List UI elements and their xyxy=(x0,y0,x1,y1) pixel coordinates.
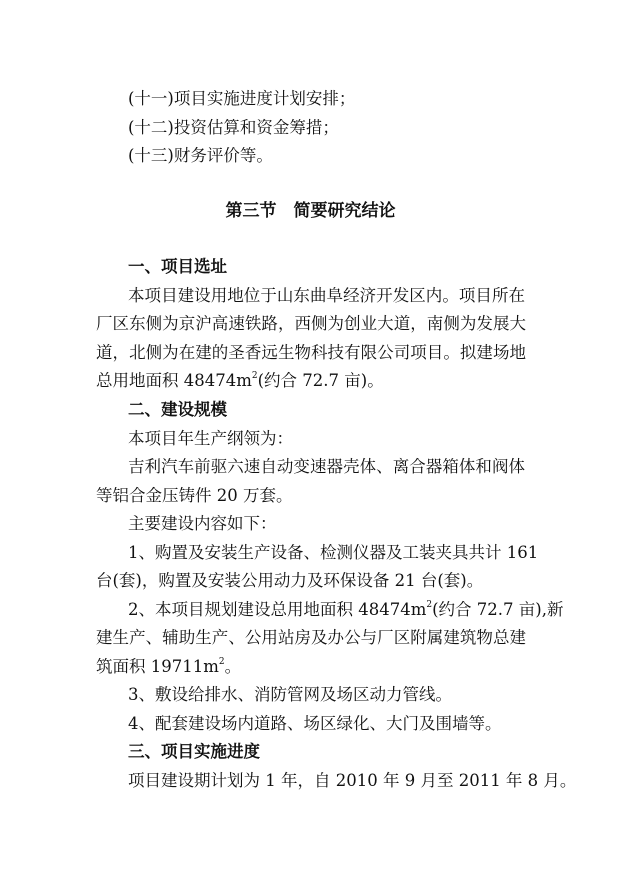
item-2-line xyxy=(96,655,241,679)
list-item-13: (十三)财务评价等。 xyxy=(128,146,273,165)
site-area-text: 总用地面积 48474m xyxy=(96,371,252,390)
scale-intro: 本项目年生产纲领为： xyxy=(128,429,293,448)
list-item-12: (十二)投资估算和资金筹措； xyxy=(128,118,339,137)
section-title: 第三节 简要研究结论 xyxy=(225,201,396,221)
scale-heading: 二、建设规模 xyxy=(128,400,227,419)
item-2-line xyxy=(128,598,564,622)
site-area-line xyxy=(96,369,384,393)
product-line: 吉利汽车前驱六速自动变速器壳体、离合器箱体和阀体 xyxy=(128,457,525,476)
superscript: 2 xyxy=(426,599,433,610)
product-line: 等铝合金压铸件 20 万套。 xyxy=(96,486,293,505)
site-paragraph-line: 本项目建设用地位于山东曲阜经济开发区内。项目所在 xyxy=(128,286,525,305)
item-2-line: 建生产、辅助生产、公用站房及办公与厂区附属建筑物总建 xyxy=(96,628,526,647)
site-paragraph-line: 道，北侧为在建的圣香远生物科技有限公司项目。拟建场地 xyxy=(96,343,526,362)
superscript: 2 xyxy=(218,656,225,667)
item-4: 4、配套建设场内道路、场区绿化、大门及围墙等。 xyxy=(128,714,502,733)
list-item-11: (十一)项目实施进度计划安排； xyxy=(128,89,356,108)
schedule-heading: 三、项目实施进度 xyxy=(128,742,260,761)
item-3: 3、敷设给排水、消防管网及场区动力管线。 xyxy=(128,685,452,704)
site-heading: 一、项目选址 xyxy=(128,257,227,276)
item-2-text: 筑面积 19711m xyxy=(96,657,219,676)
item-2-text: 。 xyxy=(224,657,242,676)
schedule-line: 项目建设期计划为 1 年，自 2010 年 9 月至 2011 年 8 月。 xyxy=(128,771,577,790)
item-1-line: 台(套)，购置及安装公用动力及环保设备 21 台(套)。 xyxy=(96,571,484,590)
item-2-text: 2、本项目规划建设总用地面积 48474m xyxy=(128,600,427,619)
site-paragraph-line: 厂区东侧为京沪高速铁路，西侧为创业大道，南侧为发展大 xyxy=(96,314,526,333)
item-1-line: 1、购置及安装生产设备、检测仪器及工装夹具共计 161 xyxy=(128,543,539,562)
content-intro: 主要建设内容如下： xyxy=(128,514,277,533)
site-area-text: (约合 72.7 亩)。 xyxy=(257,371,384,390)
superscript: 2 xyxy=(251,370,258,381)
item-2-text: (约合 72.7 亩),新 xyxy=(432,600,564,619)
